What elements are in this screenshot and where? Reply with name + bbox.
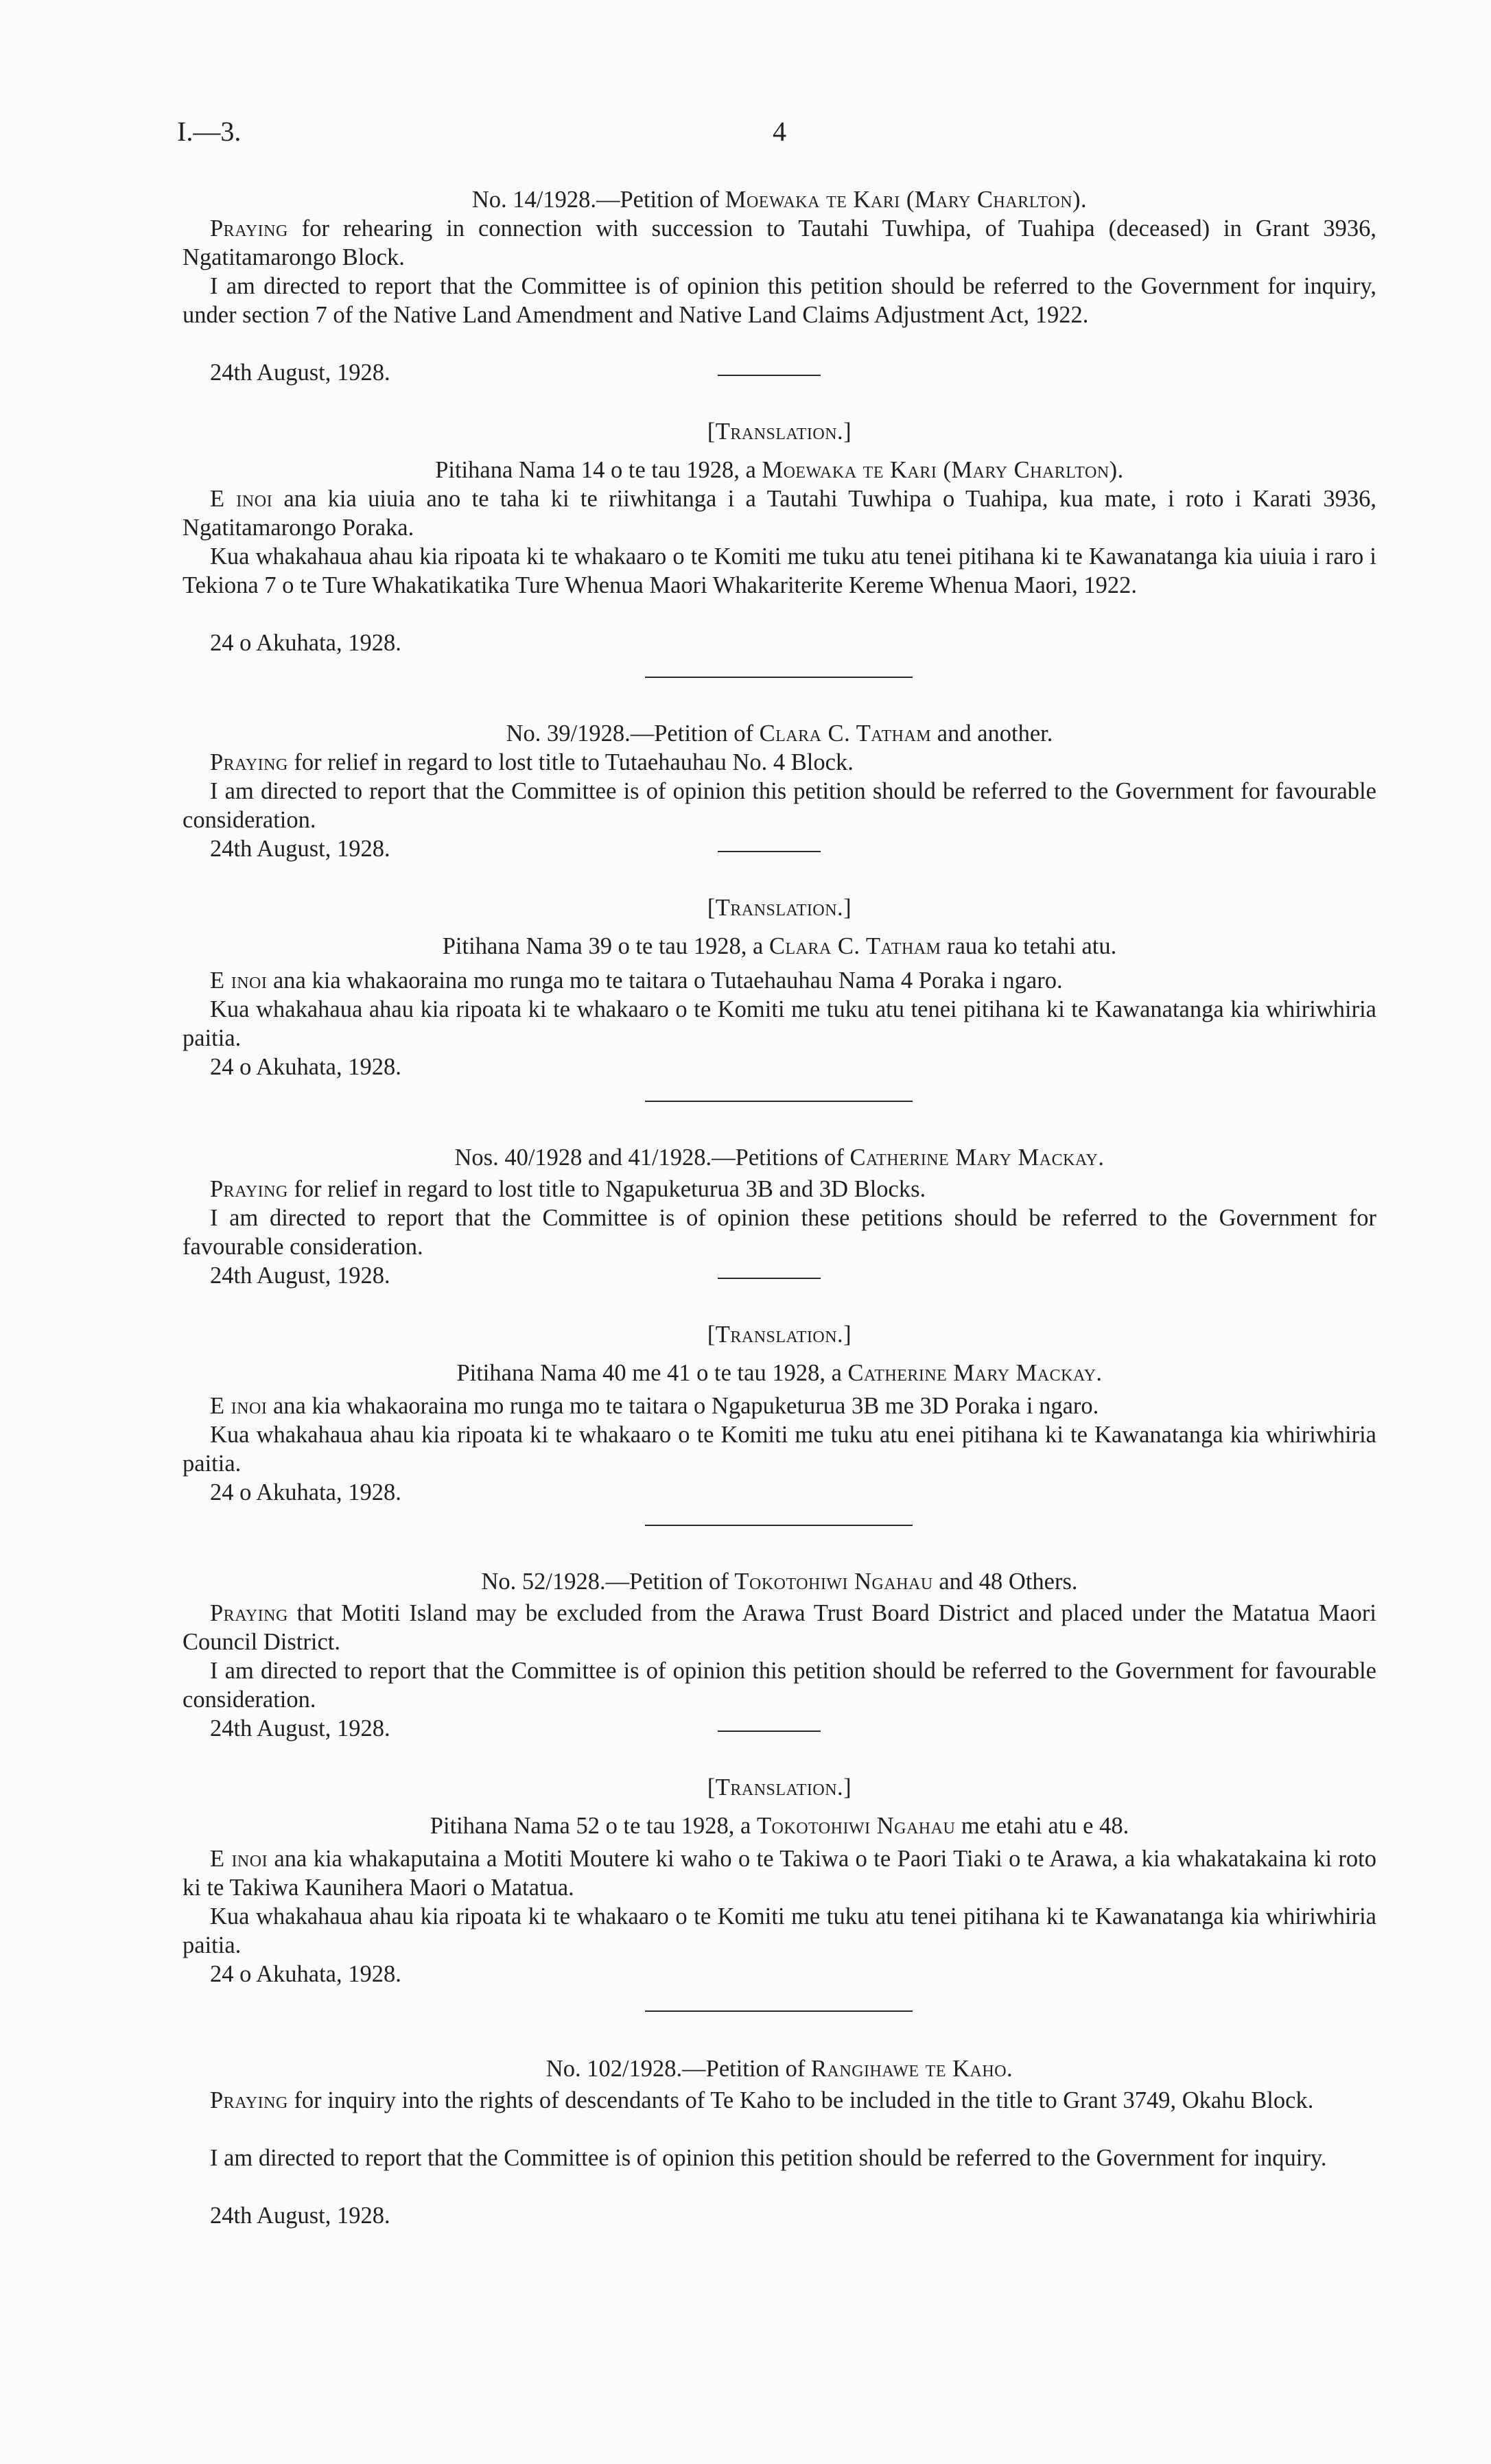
translation-report: Kua whakahaua ahau kia ripoata ki te whakaaro o te Komiti me tuku atu tenei pitihana ki te Kawanatanga kia uiuia i raro i Tekiona 7 o te Ture Whakatikatika Ture Whenua Maori Whakariterite Kereme Whenua Maori, 1922.	[183, 543, 1376, 598]
petition-title: No. 102/1928.—Petition of Rangihawe te Kaho.	[545, 2056, 1013, 2082]
report-paragraph: I am directed to report that the Committee is of opinion this petition should be referred to the Government for favourable consideration.	[183, 778, 1376, 833]
praying-paragraph: Praying for relief in regard to lost title to Tutaehauhau No. 4 Block.	[210, 749, 854, 775]
report-paragraph: I am directed to report that the Committee is of opinion this petition should be referred to the Government for favourable consideration.	[183, 1658, 1376, 1713]
report-date: 24th August, 1928.	[210, 1263, 390, 1289]
section-divider	[645, 1525, 913, 1526]
report-date: 24th August, 1928.	[210, 1715, 390, 1741]
paper-reference: I.—3.	[177, 116, 242, 147]
praying-paragraph: Praying for rehearing in connection with succession to Tautahi Tuwhipa, of Tuahipa (deceased) in Grant 3936, Ngatitamarongo Block.	[183, 215, 1376, 270]
report-date: 24th August, 1928.	[210, 836, 390, 862]
praying-paragraph: Praying for relief in regard to lost title to Ngapuketurua 3B and 3D Blocks.	[210, 1176, 926, 1202]
report-date: 24th August, 1928.	[210, 360, 390, 386]
inoi-paragraph: E inoi ana kia whakaoraina mo runga mo te taitara o Tutaehauhau Nama 4 Poraka i ngaro.	[210, 967, 1063, 994]
translation-title: Pitihana Nama 40 me 41 o te tau 1928, a Catherine Mary Mackay.	[456, 1360, 1103, 1386]
translation-title: Pitihana Nama 39 o te tau 1928, a Clara C. Tatham raua ko tetahi atu.	[442, 933, 1117, 959]
section-divider	[645, 2010, 913, 2012]
translation-label: [Translation.]	[707, 419, 852, 445]
section-divider	[645, 1101, 913, 1102]
translation-report: Kua whakahaua ahau kia ripoata ki te whakaaro o te Komiti me tuku atu tenei pitihana ki te Kawanatanga kia whiriwhiria paitia.	[183, 996, 1376, 1051]
translation-title: Pitihana Nama 14 o te tau 1928, a Moewaka te Kari (Mary Charlton).	[435, 457, 1124, 483]
report-paragraph: I am directed to report that the Committee is of opinion these petitions should be referred to the Government for favourable consideration.	[183, 1205, 1376, 1260]
short-divider	[718, 1278, 821, 1279]
translation-date: 24 o Akuhata, 1928.	[210, 630, 401, 656]
inoi-paragraph: E inoi ana kia whakaputaina a Motiti Moutere ki waho o te Takiwa o te Paori Tiaki o te Arawa, a kia whakatakaina ki roto ki te Takiwa Kaunihera Maori o Matatua.	[183, 1846, 1376, 1901]
inoi-paragraph: E inoi ana kia whakaoraina mo runga mo te taitara o Ngapuketurua 3B me 3D Poraka i ngaro.	[210, 1393, 1099, 1419]
translation-label: [Translation.]	[707, 1322, 852, 1348]
petition-title: No. 39/1928.—Petition of Clara C. Tatham and another.	[506, 720, 1053, 747]
petition-title: No. 52/1928.—Petition of Tokotohiwi Ngahau and 48 Others.	[481, 1569, 1078, 1595]
translation-date: 24 o Akuhata, 1928.	[210, 1479, 401, 1505]
translation-date: 24 o Akuhata, 1928.	[210, 1961, 401, 1987]
translation-date: 24 o Akuhata, 1928.	[210, 1054, 401, 1080]
praying-paragraph: Praying for inquiry into the rights of descendants of Te Kaho to be included in the title to Grant 3749, Okahu Block.	[210, 2087, 1314, 2113]
report-paragraph: I am directed to report that the Committee is of opinion this petition should be referred to the Government for inquiry, under section 7 of the Native Land Amendment and Native Land Claims Adjustment Act, 1922.	[183, 273, 1376, 328]
page-header	[177, 115, 1378, 156]
section-divider	[645, 677, 913, 678]
short-divider	[718, 1730, 821, 1732]
page-number: 4	[773, 116, 786, 147]
petition-title: No. 14/1928.—Petition of Moewaka te Kari (Mary Charlton).	[471, 187, 1088, 213]
translation-title: Pitihana Nama 52 o te tau 1928, a Tokotohiwi Ngahau me etahi atu e 48.	[430, 1813, 1129, 1839]
report-paragraph: I am directed to report that the Committee is of opinion this petition should be referred to the Government for inquiry.	[210, 2145, 1327, 2171]
translation-label: [Translation.]	[707, 895, 852, 921]
translation-label: [Translation.]	[707, 1774, 852, 1800]
short-divider	[718, 851, 821, 852]
translation-report: Kua whakahaua ahau kia ripoata ki te whakaaro o te Komiti me tuku atu enei pitihana ki te Kawanatanga kia whiriwhiria paitia.	[183, 1422, 1376, 1477]
petition-title: Nos. 40/1928 and 41/1928.—Petitions of Catherine Mary Mackay.	[454, 1145, 1105, 1171]
translation-report: Kua whakahaua ahau kia ripoata ki te whakaaro o te Komiti me tuku atu tenei pitihana ki te Kawanatanga kia whiriwhiria paitia.	[183, 1903, 1376, 1958]
short-divider	[718, 375, 821, 376]
praying-paragraph: Praying that Motiti Island may be excluded from the Arawa Trust Board District and placed under the Matatua Maori Council District.	[183, 1600, 1376, 1655]
inoi-paragraph: E inoi ana kia uiuia ano te taha ki te riiwhitanga i a Tautahi Tuwhipa o Tuahipa, kua mate, i roto i Karati 3936, Ngatitamarongo Poraka.	[183, 486, 1376, 541]
report-date: 24th August, 1928.	[210, 2203, 390, 2229]
